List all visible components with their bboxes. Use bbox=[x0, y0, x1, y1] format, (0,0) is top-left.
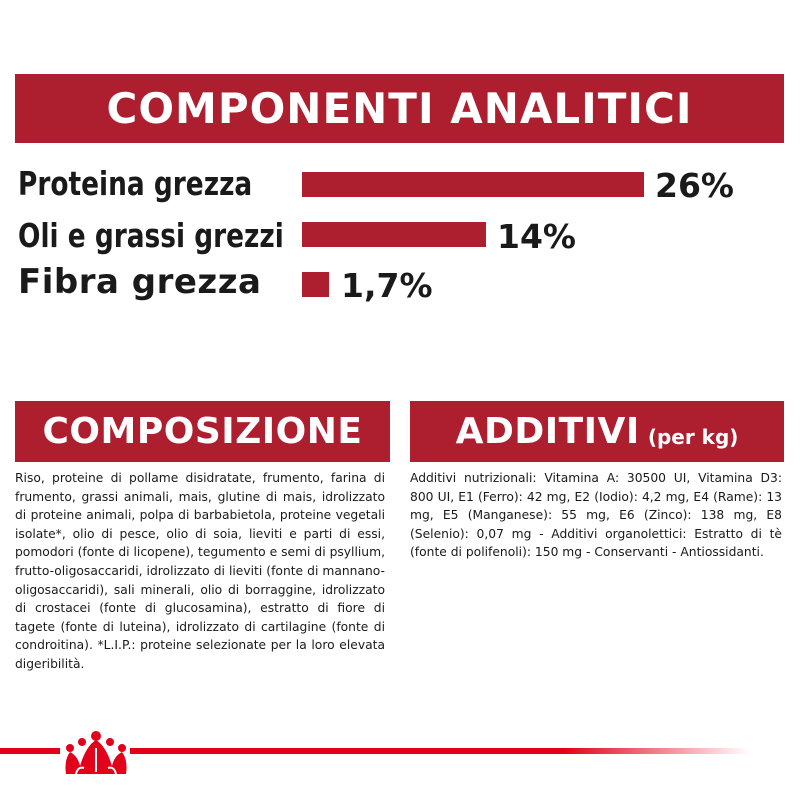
footer-line-left bbox=[0, 748, 60, 754]
analitici-title: COMPONENTI ANALITICI bbox=[106, 84, 693, 133]
nutrient-bar-protein bbox=[302, 172, 644, 197]
additivi-banner bbox=[410, 401, 784, 462]
composizione-title: COMPOSIZIONE bbox=[42, 411, 363, 452]
nutrient-bar-fat bbox=[302, 222, 486, 247]
composizione-text: Riso, proteine di pollame disidratate, frumento, farina di frumento, grassi animali, mais, glutine di mais, idrolizzato di proteine animali, polpa di barbabietola, proteine vegetali isolate*, olio di pesce, olio di soia, lieviti e parti di essi, pomodori (fonte di licopene), tegumento e semi di psyllium, frutto-oligosaccaridi, idrolizzato di lieviti (fonte di mannano-oligosaccaridi), sali minerali, olio di borraggine, idrolizzato di crostacei (fonte di glucosamina), estratto di fiore di tagete (fonte di luteina), idrolizzato di cartilagine (fonte di condroitina). *L.I.P.: proteine selezionate per la loro elevata digeribilità. bbox=[15, 471, 385, 671]
nutrient-label-protein: Proteina grezza bbox=[18, 164, 253, 203]
nutrient-bar-fiber bbox=[302, 272, 329, 297]
nutrient-value-fiber: 1,7% bbox=[341, 266, 433, 305]
nutrient-label-fat: Oli e grassi grezzi bbox=[18, 216, 284, 255]
nutrient-value-fat: 14% bbox=[497, 217, 576, 256]
royal-canin-crown-icon bbox=[58, 730, 134, 778]
additivi-text: Additivi nutrizionali: Vitamina A: 30500 UI, Vitamina D3: 800 UI, E1 (Ferro): 42 mg, E2 (Iodio): 4,2 mg, E4 (Rame): 13 mg, E5 (Manganese): 55 mg, E6 (Zinco): 138 mg, E8 (Selenio): 0,07 mg - Additivi organolettici: Estratto di tè (fonte di polifenoli): 150 mg - Conservanti - Antiossidanti. bbox=[410, 471, 782, 560]
nutrient-label-fiber: Fibra grezza bbox=[18, 262, 262, 302]
additivi-title: ADDITIVI bbox=[455, 411, 640, 452]
nutrient-value-protein: 26% bbox=[655, 166, 734, 205]
composizione-banner bbox=[15, 401, 390, 462]
additivi-title-suffix: (per kg) bbox=[647, 424, 739, 449]
footer-line-right bbox=[130, 748, 750, 754]
analitici-banner bbox=[15, 74, 784, 143]
